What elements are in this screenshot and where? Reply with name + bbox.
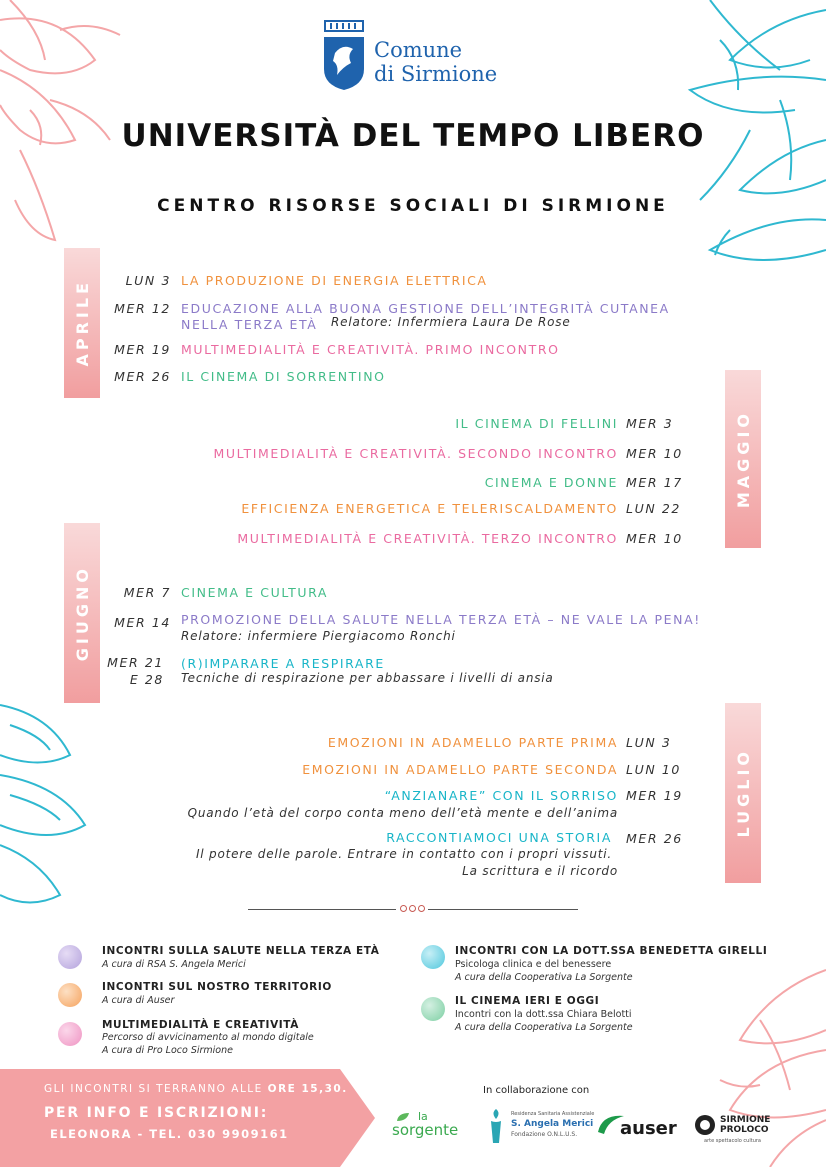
comune-name: Comune di Sirmione (374, 38, 498, 86)
event-day-continued: E 28 (129, 672, 164, 687)
page-subtitle: CENTRO RISORSE SOCIALI DI SIRMIONE (157, 196, 669, 216)
month-tab-aprile: APRILE (64, 248, 100, 398)
event-note-continued: La scrittura e il ricordo (462, 864, 618, 878)
event-title: CINEMA E CULTURA (181, 585, 329, 600)
event-day: MER 10 (626, 531, 683, 546)
event-title: EMOZIONI IN ADAMELLO PARTE PRIMA (327, 735, 618, 750)
event-day: MER 26 (626, 831, 683, 846)
month-tab-giugno: GIUGNO (64, 523, 100, 703)
event-day: MER 19 (114, 342, 171, 357)
event-title: EMOZIONI IN ADAMELLO PARTE SECONDA (302, 762, 618, 777)
event-day: MER 21 (107, 655, 164, 670)
event-title: RACCONTIAMOCI UNA STORIA (386, 830, 612, 845)
proloco-emblem-icon (694, 1114, 716, 1136)
event-day: LUN 22 (626, 501, 681, 516)
event-title: MULTIMEDIALITÀ E CREATIVITÀ. SECONDO INCONTRO (213, 446, 618, 461)
legend-title: IL CINEMA IERI E OGGI (455, 995, 600, 1007)
info-contact: ELEONORA - TEL. 030 9909161 (50, 1127, 289, 1141)
page-title: UNIVERSITÀ DEL TEMPO LIBERO (121, 118, 705, 154)
event-title: EFFICIENZA ENERGETICA E TELERISCALDAMENTO (241, 501, 618, 516)
event-title: IL CINEMA DI SORRENTINO (181, 369, 386, 384)
event-day: MER 19 (626, 788, 683, 803)
legend-dot-purple (58, 945, 82, 969)
legend-dot-cyan (421, 945, 445, 969)
divider-line-left (248, 909, 396, 910)
legend-subtitle: Percorso di avvicinamento al mondo digitale (102, 1032, 314, 1043)
info-heading: PER INFO E ISCRIZIONI: (44, 1105, 269, 1121)
legend-subtitle: A cura di RSA S. Angela Merici (102, 959, 246, 970)
event-day: MER 12 (114, 301, 171, 316)
event-note: Tecniche di respirazione per abbassare i livelli di ansia (181, 671, 554, 685)
leaf-icon (396, 1112, 410, 1122)
legend-title: INCONTRI CON LA DOTT.SSA BENEDETTA GIRELLI (455, 945, 768, 957)
legend-subtitle: Psicologa clinica e del benessere (455, 959, 612, 970)
event-day: MER 3 (626, 416, 674, 431)
event-title: MULTIMEDIALITÀ E CREATIVITÀ. TERZO INCONTRO (237, 531, 618, 546)
legend-dot-pink (58, 1022, 82, 1046)
collaboration-label: In collaborazione con (483, 1085, 590, 1096)
event-day: MER 10 (626, 446, 683, 461)
event-day: LUN 10 (626, 762, 681, 777)
event-day: LUN 3 (125, 273, 171, 288)
flower-decoration-bottom-right (700, 960, 826, 1167)
event-note: Il potere delle parole. Entrare in contatto con i propri vissuti. (195, 847, 612, 861)
divider-line-right (428, 909, 578, 910)
legend-title: MULTIMEDIALITÀ E CREATIVITÀ (102, 1019, 299, 1031)
event-title: (R)IMPARARE A RESPIRARE (181, 656, 385, 671)
event-title: LA PRODUZIONE DI ENERGIA ELETTRICA (181, 273, 488, 288)
comune-crest-logo (323, 19, 365, 91)
legend-dot-orange (58, 983, 82, 1007)
event-title: “ANZIANARE” CON IL SORRISO (384, 788, 618, 803)
event-title: EDUCAZIONE ALLA BUONA GESTIONE DELL’INTEGRITÀ CUTANEA (181, 301, 670, 316)
event-day: MER 17 (626, 475, 683, 490)
month-tab-luglio: LUGLIO (725, 703, 761, 883)
legend-subtitle: A cura di Pro Loco Sirmione (102, 1045, 233, 1056)
event-title: IL CINEMA DI FELLINI (455, 416, 618, 431)
event-day: MER 7 (123, 585, 171, 600)
event-title: PROMOZIONE DELLA SALUTE NELLA TERZA ETÀ – NE VALE LA PENA! (181, 612, 701, 627)
divider-ornament (400, 905, 425, 912)
event-title: CINEMA E DONNE (484, 475, 618, 490)
event-note: Quando l’età del corpo conta meno dell’età mente e dell’anima (187, 806, 618, 820)
event-note: Relatore: infermiere Piergiacomo Ronchi (181, 629, 456, 643)
event-day: MER 26 (114, 369, 171, 384)
event-note: Relatore: Infermiera Laura De Rose (331, 315, 571, 329)
event-title-continued: NELLA TERZA ETÀ (181, 317, 318, 332)
legend-subtitle: A cura di Auser (102, 995, 175, 1006)
event-title: MULTIMEDIALITÀ E CREATIVITÀ. PRIMO INCONTRO (181, 342, 560, 357)
flower-decoration-bottom-left (0, 695, 90, 915)
legend-title: INCONTRI SULLA SALUTE NELLA TERZA ETÀ (102, 945, 380, 957)
month-tab-maggio: MAGGIO (725, 370, 761, 548)
legend-subtitle: Incontri con la dott.ssa Chiara Belotti (455, 1009, 632, 1020)
legend-subtitle: A cura della Cooperativa La Sorgente (455, 972, 633, 983)
figure-icon (487, 1107, 505, 1145)
event-day: MER 14 (114, 615, 171, 630)
legend-subtitle: A cura della Cooperativa La Sorgente (455, 1022, 633, 1033)
legend-title: INCONTRI SUL NOSTRO TERRITORIO (102, 981, 332, 993)
info-schedule: GLI INCONTRI SI TERRANNO ALLE ORE 15,30. (44, 1083, 348, 1095)
legend-dot-green (421, 997, 445, 1021)
event-day: LUN 3 (626, 735, 672, 750)
la-sorgente-logo: la sorgente (392, 1110, 459, 1139)
